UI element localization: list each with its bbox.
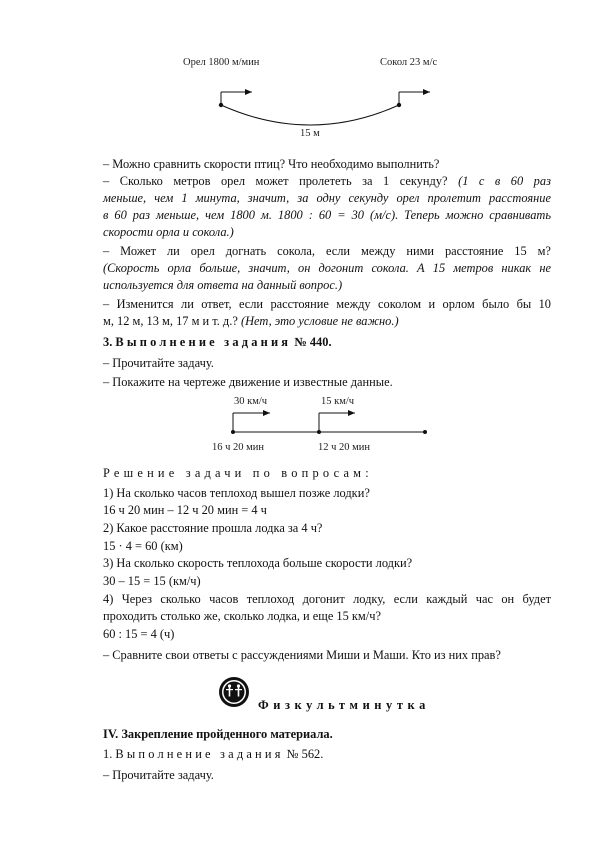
speed-30-label: 30 км/ч	[234, 396, 268, 407]
answer-line: скорости орла и сокола.)	[103, 225, 234, 239]
answer-line: в 60 раз меньше, чем 1800 м. 1800 : 60 = 30 (м/с). Теперь можно сравнивать	[103, 208, 551, 222]
solution-step-4-cont: проходить столько же, сколько лодка, и еще 15 км/ч?	[103, 609, 381, 623]
time-1620-label: 16 ч 20 мин	[212, 442, 265, 453]
question-meters-per-second: – Сколько метров орел может пролететь за 1 секунду? (1 с в 60 раз	[103, 174, 551, 188]
task-562-heading: 1. Выполнение задания № 562.	[103, 747, 324, 761]
speed-15-label: 15 км/ч	[321, 396, 355, 407]
solution-step-1: 1) На сколько часов теплоход вышел позже лодки?	[103, 486, 370, 500]
solution-answer-2: 15 · 4 = 60 (км)	[103, 539, 183, 553]
instruction-read: – Прочитайте задачу.	[103, 356, 214, 370]
solution-answer-3: 30 – 15 = 15 (км/ч)	[103, 574, 201, 588]
eagle-label: Орел 1800 м/мин	[183, 57, 260, 68]
task-440-heading: 3. Выполнение задания № 440.	[103, 335, 332, 349]
answer-line: (Скорость орла больше, значит, он догонит сокола. А 15 метров никак не	[103, 261, 551, 275]
question-distance-change: – Изменится ли ответ, если расстояние между соколом и орлом было бы 10	[103, 297, 551, 311]
instruction-show: – Покажите на чертеже движение и известные данные.	[103, 375, 393, 389]
solution-answer-1: 16 ч 20 мин – 12 ч 20 мин = 4 ч	[103, 503, 267, 517]
question-can-catch-up: – Может ли орел догнать сокола, если между ними расстояние 15 м?	[103, 244, 551, 258]
fizminutka-heading: Физкультминутка	[258, 698, 430, 712]
section-iv-heading: IV. Закрепление пройденного материала.	[103, 727, 333, 741]
solution-heading: Решение задачи по вопросам:	[103, 466, 373, 480]
question-distance-change-cont: м, 12 м, 13 м, 17 м и т. д.? (Нет, это условие не важно.)	[103, 314, 399, 328]
solution-step-4: 4) Через сколько часов теплоход догонит лодку, если каждый час он будет	[103, 592, 551, 606]
falcon-label: Сокол 23 м/с	[380, 57, 438, 68]
answer-line: меньше, чем 1 минута, значит, за одну секунду орел пролетит расстояние	[103, 191, 551, 205]
solution-answer-4: 60 : 15 = 4 (ч)	[103, 627, 175, 641]
instruction-read-562: – Прочитайте задачу.	[103, 768, 214, 782]
question-compare-speeds: – Можно сравнить скорости птиц? Что необходимо выполнить?	[103, 157, 440, 171]
compare-answers: – Сравните свои ответы с рассуждениями Миши и Маши. Кто из них прав?	[103, 648, 501, 662]
solution-step-2: 2) Какое расстояние прошла лодка за 4 ч?	[103, 521, 323, 535]
time-1220-label: 12 ч 20 мин	[318, 442, 371, 453]
solution-step-3: 3) На сколько скорость теплохода больше скорости лодки?	[103, 556, 413, 570]
distance-label: 15 м	[300, 128, 320, 139]
answer-line: используется для ответа на данный вопрос.)	[103, 278, 343, 292]
